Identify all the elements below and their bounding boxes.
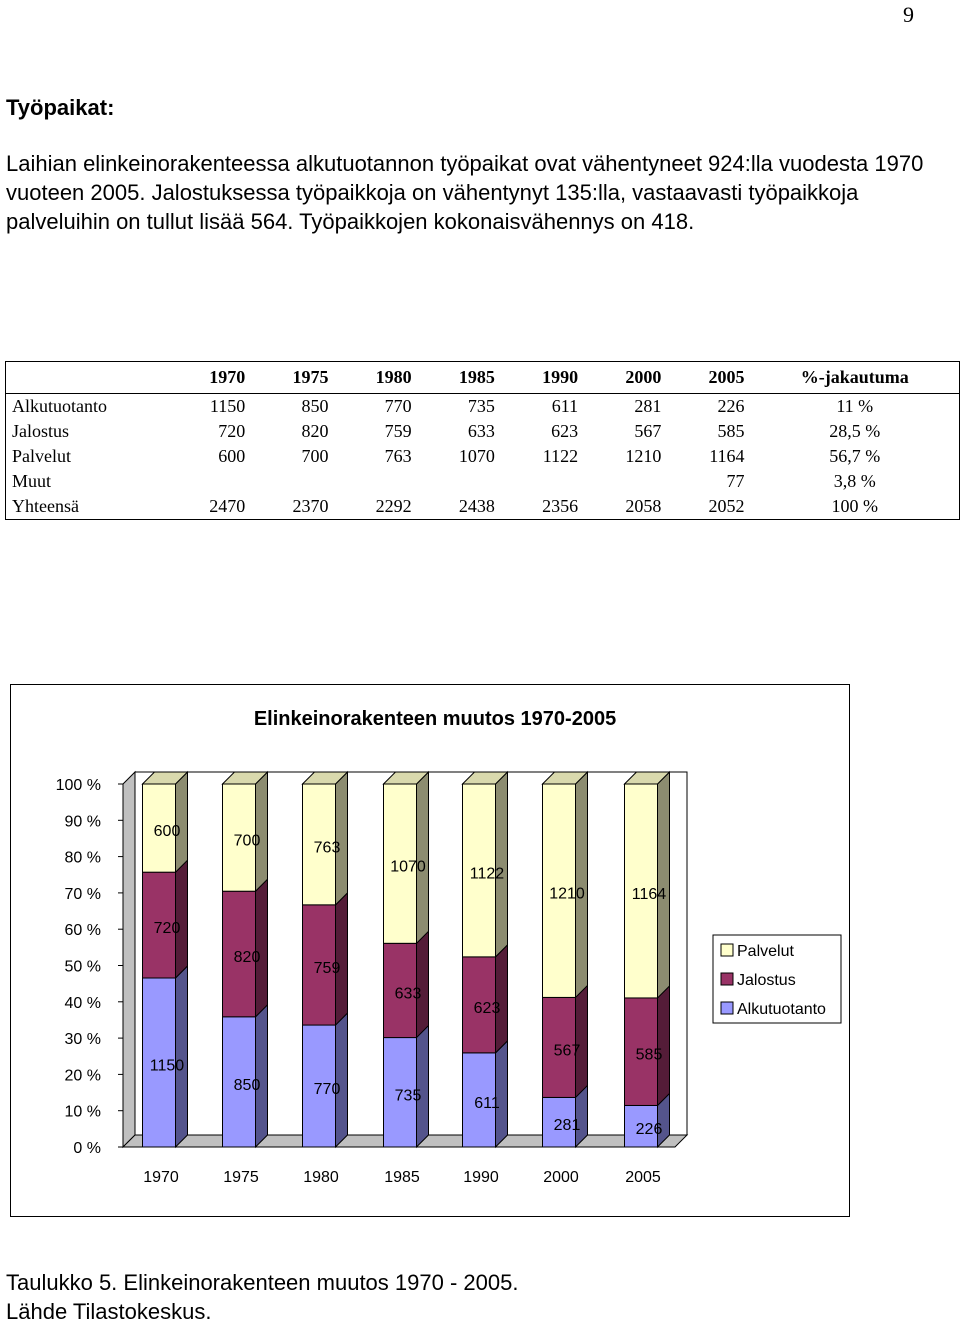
data-label: 611 xyxy=(474,1094,500,1112)
y-tick-label: 40 % xyxy=(64,994,101,1012)
table-cell: 1122 xyxy=(542,446,579,466)
x-tick-label: 2005 xyxy=(625,1169,661,1186)
bar-side xyxy=(336,893,348,1025)
table-cell: 850 xyxy=(301,396,329,416)
bar-side xyxy=(256,879,268,1017)
table-header-year: 2005 xyxy=(708,367,745,387)
data-label: 1150 xyxy=(149,1057,185,1075)
table-cell-pct: 3,8 % xyxy=(833,471,876,491)
bar-side xyxy=(658,772,670,998)
bar-side xyxy=(176,860,188,978)
table-cell: 2058 xyxy=(625,496,662,516)
table-cell xyxy=(418,469,501,494)
stacked-bar-chart xyxy=(11,685,849,1216)
legend-swatch xyxy=(721,1002,733,1014)
table-cell-pct: 28,5 % xyxy=(829,421,881,441)
table-cell: 226 xyxy=(717,396,745,416)
legend-swatch xyxy=(721,944,733,956)
chart-frame xyxy=(10,684,850,1217)
data-label: 1164 xyxy=(631,885,667,903)
table-cell: 763 xyxy=(384,446,412,466)
bar-side xyxy=(658,986,670,1106)
bar-side xyxy=(256,772,268,891)
bar-side xyxy=(336,1013,348,1147)
table-cell-pct: 11 % xyxy=(836,396,874,416)
y-tick-label: 30 % xyxy=(64,1031,101,1049)
table-cell: 611 xyxy=(551,396,579,416)
data-label: 850 xyxy=(233,1076,261,1094)
data-label: 700 xyxy=(233,832,261,850)
table-cell: 600 xyxy=(218,446,246,466)
page-number: 9 xyxy=(903,2,914,27)
legend-label: Alkutuotanto xyxy=(737,1001,826,1018)
y-tick-label: 80 % xyxy=(64,849,101,867)
x-tick-label: 2000 xyxy=(543,1169,579,1186)
y-tick-label: 50 % xyxy=(64,958,101,976)
data-label: 820 xyxy=(233,949,261,967)
table-cell: 735 xyxy=(467,396,495,416)
x-tick-label: 1990 xyxy=(463,1169,499,1186)
y-tick-label: 60 % xyxy=(64,922,101,940)
chart-side-wall xyxy=(123,772,135,1147)
x-tick-label: 1985 xyxy=(384,1169,420,1186)
figure-caption xyxy=(6,1268,518,1326)
x-tick-label: 1980 xyxy=(303,1169,339,1186)
row-label: Palvelut xyxy=(12,446,71,466)
data-label: 735 xyxy=(394,1087,422,1105)
data-label: 759 xyxy=(313,959,341,977)
bar-side xyxy=(576,985,588,1097)
table-row xyxy=(6,469,960,494)
bar-side xyxy=(256,1005,268,1147)
y-tick-label: 100 % xyxy=(55,777,101,794)
table-cell: 1150 xyxy=(209,396,246,416)
table-cell xyxy=(168,469,251,494)
table-header-pct: %-jakautuma xyxy=(800,367,909,387)
x-tick-label: 1975 xyxy=(223,1169,259,1186)
y-tick-label: 10 % xyxy=(64,1103,101,1121)
bar-side xyxy=(496,1041,508,1147)
bar-side xyxy=(417,1026,429,1147)
table-cell-pct: 100 % xyxy=(831,496,879,516)
intro-paragraph: Laihian elinkeinorakenteessa alkutuotannon työpaikat ovat vähentyneet 924:lla vuodesta 1970 vuoteen 2005. Jalostuksessa työpaikkoja on vähentynyt 135:lla, vastaavasti työpaikkoja palveluihin on tullut lisää 564. Työpaikkojen kokonaisvähennys on 418. xyxy=(6,151,924,234)
table-cell: 820 xyxy=(301,421,329,441)
table-row xyxy=(6,494,960,520)
table-header-year: 2000 xyxy=(625,367,662,387)
table-header-row xyxy=(6,362,960,394)
employment-table xyxy=(5,361,960,520)
table-cell xyxy=(584,469,667,494)
y-tick-label: 90 % xyxy=(64,813,101,831)
table-cell: 2470 xyxy=(209,496,246,516)
table-row xyxy=(6,394,960,420)
data-label: 281 xyxy=(553,1117,581,1135)
table-cell-pct: 56,7 % xyxy=(829,446,881,466)
table-cell: 281 xyxy=(634,396,662,416)
row-label: Yhteensä xyxy=(12,496,79,516)
caption-source: Lähde Tilastokeskus. xyxy=(6,1299,212,1324)
chart-title: Elinkeinorakenteen muutos 1970-2005 xyxy=(253,708,617,730)
data-label: 226 xyxy=(635,1121,663,1139)
table-cell: 77 xyxy=(726,471,745,491)
data-label: 567 xyxy=(553,1042,581,1060)
table-cell: 1210 xyxy=(625,446,662,466)
data-label: 623 xyxy=(473,999,501,1017)
y-tick-label: 20 % xyxy=(64,1067,101,1085)
legend-label: Palvelut xyxy=(737,943,794,960)
table-cell: 1164 xyxy=(709,446,745,466)
bar-side xyxy=(417,931,429,1037)
table-header-year: 1980 xyxy=(375,367,412,387)
x-tick-label: 1970 xyxy=(143,1169,179,1186)
row-label: Alkutuotanto xyxy=(12,396,107,416)
table-cell: 770 xyxy=(384,396,412,416)
bar-side xyxy=(176,772,188,872)
table-cell xyxy=(334,469,417,494)
table-cell: 1070 xyxy=(458,446,495,466)
row-label: Jalostus xyxy=(12,421,70,441)
y-tick-label: 70 % xyxy=(64,885,101,903)
table-cell: 633 xyxy=(467,421,495,441)
table-cell: 2356 xyxy=(542,496,579,516)
table-cell: 720 xyxy=(218,421,246,441)
table-header-year: 1990 xyxy=(542,367,579,387)
bar-side xyxy=(496,772,508,957)
data-label: 770 xyxy=(313,1081,341,1099)
table-cell: 2438 xyxy=(458,496,495,516)
data-label: 600 xyxy=(153,823,181,841)
table-cell: 759 xyxy=(384,421,412,441)
table-cell: 585 xyxy=(717,421,745,441)
bar-side xyxy=(417,772,429,943)
table-header-year: 1975 xyxy=(292,367,329,387)
section-title: Työpaikat: xyxy=(6,95,115,120)
table-header-year: 1970 xyxy=(209,367,246,387)
table-row xyxy=(6,419,960,444)
y-tick-label: 0 % xyxy=(73,1140,101,1157)
table-cell: 2370 xyxy=(292,496,329,516)
data-label: 1210 xyxy=(549,885,585,903)
row-label: Muut xyxy=(12,471,52,491)
bar-side xyxy=(336,772,348,905)
table-cell: 2052 xyxy=(708,496,745,516)
table-cell xyxy=(251,469,334,494)
data-label: 585 xyxy=(635,1046,663,1064)
caption-line-1: Taulukko 5. Elinkeinorakenteen muutos 1970 - 2005. xyxy=(6,1270,519,1295)
data-label: 763 xyxy=(313,839,341,857)
bar-side xyxy=(576,772,588,997)
table-cell: 2292 xyxy=(375,496,412,516)
bar-side xyxy=(496,945,508,1053)
legend-label: Jalostus xyxy=(737,972,796,989)
table-cell: 623 xyxy=(551,421,579,441)
table-row xyxy=(6,444,960,469)
table-cell xyxy=(501,469,584,494)
table-cell: 700 xyxy=(301,446,329,466)
table-header-year: 1985 xyxy=(458,367,495,387)
table-cell: 567 xyxy=(634,421,662,441)
data-label: 1122 xyxy=(469,865,505,883)
data-label: 720 xyxy=(153,920,181,938)
data-label: 633 xyxy=(394,985,422,1003)
bar-side xyxy=(176,966,188,1147)
data-label: 1070 xyxy=(390,858,426,876)
table-corner-cell xyxy=(6,362,169,394)
legend-swatch xyxy=(721,973,733,985)
